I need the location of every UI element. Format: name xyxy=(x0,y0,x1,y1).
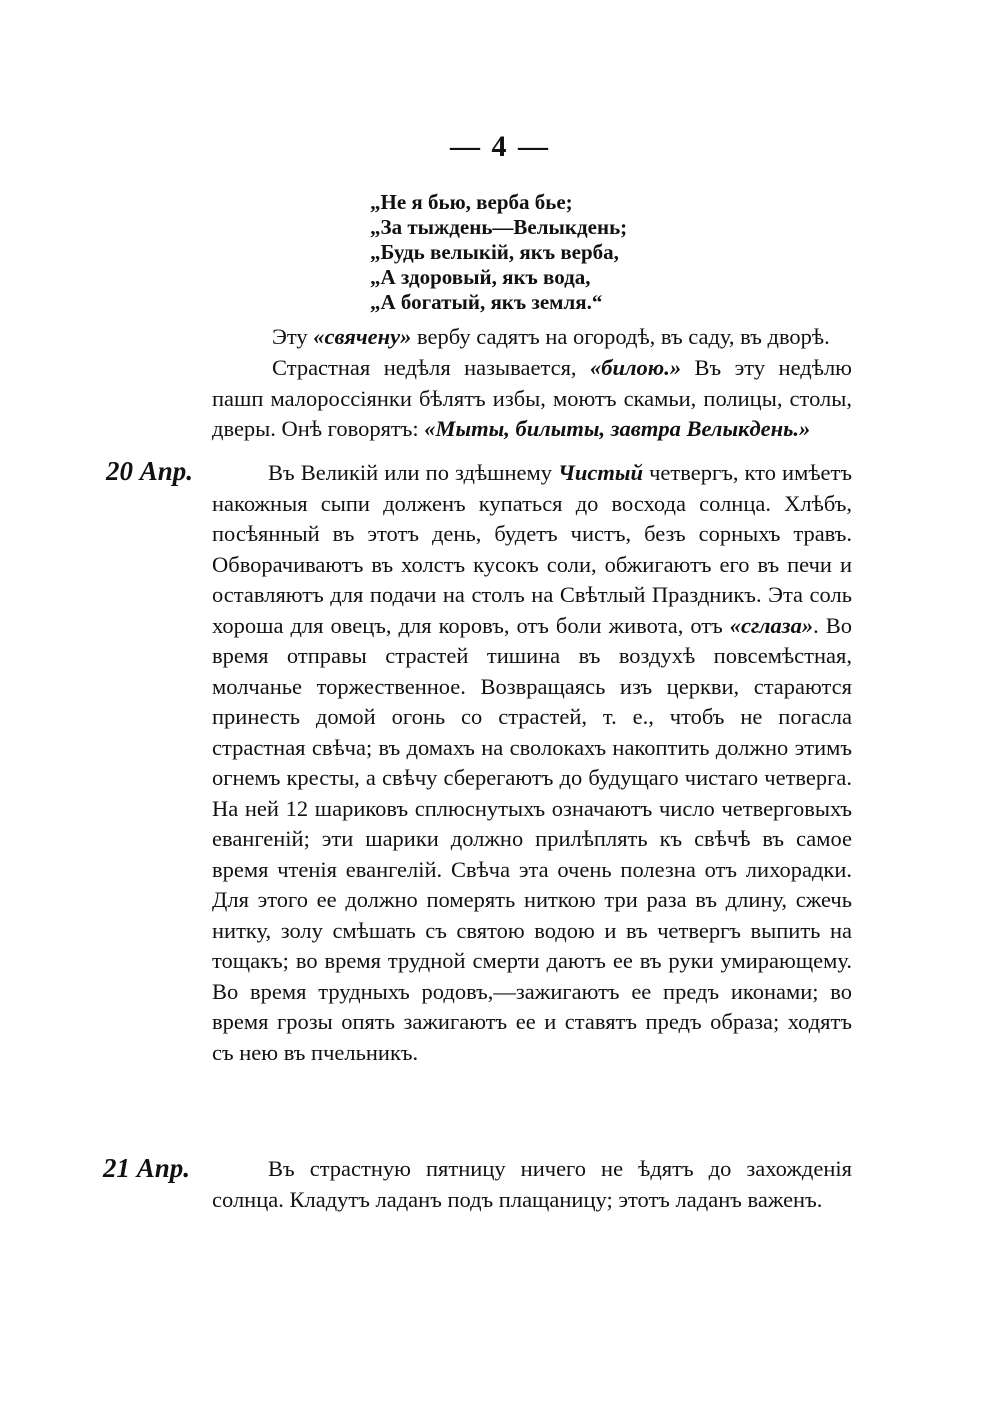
verse-line: „А богатый, якъ земля.“ xyxy=(370,290,603,314)
text: четвергъ, кто имѣетъ накожныя сыпи долженъ купаться до восхода солнца. Хлѣбъ, посѣянный въ этотъ день, будетъ чистъ, безъ сорныхъ травъ. Обворачиваютъ въ холстъ кусокъ соли, обжигаютъ его въ печи и оставляютъ для подачи на столъ на Свѣтлый Праздникъ. Эта соль хороша для овецъ, для коровъ, отъ боли живота, отъ xyxy=(212,460,852,638)
verse-line: „За тыждень—Велыкдень; xyxy=(370,215,628,239)
verse-line: „А здоровый, якъ вода, xyxy=(370,265,591,289)
page-number: — 4 — xyxy=(450,130,550,163)
margin-date-21-apr: 21 Апр. xyxy=(103,1153,191,1183)
paragraph-holy-thursday xyxy=(212,458,852,1068)
text: вербу садятъ на огородѣ, въ саду, въ дворѣ. xyxy=(411,324,830,349)
paragraph-holy-week xyxy=(212,353,852,445)
quoted-term: «билою.» xyxy=(590,355,682,380)
quoted-term: «свячену» xyxy=(313,324,412,349)
text: Въ Великій или по здѣшнему xyxy=(268,460,559,485)
text: Эту xyxy=(272,324,314,349)
text: Страстная недѣля называется, xyxy=(272,355,590,380)
verse-line: „Не я бью, верба бье; xyxy=(370,190,573,214)
verse-quote xyxy=(370,190,627,315)
quoted-saying: «Мыты, билыты, завтра Велыкдень.» xyxy=(424,416,811,441)
quoted-term: «сглаза» xyxy=(729,612,814,638)
quoted-term: Чистый xyxy=(558,460,644,485)
margin-date-20-apr: 20 Апр. xyxy=(106,456,194,486)
text: Въ страстную пятницу ничего не ѣдятъ до захожденія солнца. Кладутъ ладанъ подъ плащаницу; этотъ ладанъ важенъ. xyxy=(212,1156,852,1212)
paragraph-good-friday xyxy=(212,1154,852,1215)
verse-line: „Будь велыкій, якъ верба, xyxy=(370,240,619,264)
text: Въ эту недѣлю пашп малороссіянки бѣлятъ избы, моютъ скамьи, полицы, столы, дверы. Онѣ говорятъ: xyxy=(212,355,852,441)
paragraph-willow xyxy=(212,322,852,353)
text: . Во время отправы страстей тишина въ воздухѣ повсемѣстная, молчанье торжественное. Возвращаясь изъ церкви, стараются принесть домой огонь со страстей, т. е., чтобъ не погасла страстная свѣча; въ домахъ на сволокахъ накоптить должно этимъ огнемъ кресты, а свѣчу сберегаютъ до будущаго чистаго четверга. На ней 12 шариковъ сплюснутыхъ означаютъ число четверговыхъ евангеній; эти шарики должно прилѣплять къ свѣчѣ въ самое время чтенія евангелій. Свѣча эта очень полезна отъ лихорадки. Для этого ее должно померять ниткою три раза въ длину, сжечь нитку, золу смѣшать съ святою водою и въ четвергъ выпить на тощакъ; во время трудной смерти даютъ ее въ руки умирающему. Во время трудныхъ родовъ,—зажигаютъ ее предъ иконами; во время грозы опять зажигаютъ ее и ставятъ предъ образа; ходятъ съ нею въ пчельникъ. xyxy=(212,612,852,1065)
